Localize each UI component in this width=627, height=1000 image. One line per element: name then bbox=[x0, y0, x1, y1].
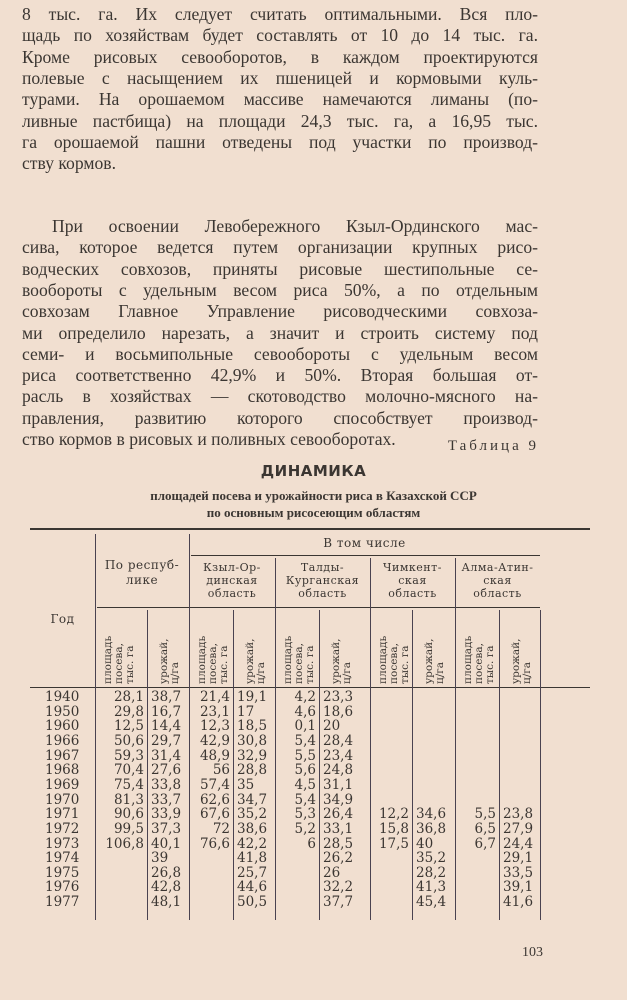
year-cell: 1968 bbox=[45, 762, 80, 779]
column-divider bbox=[319, 610, 320, 920]
value-cell: 19,1 bbox=[237, 689, 268, 705]
value-cell: 72 bbox=[212, 820, 230, 837]
column-divider bbox=[275, 558, 276, 920]
value-cell: 26,2 bbox=[323, 850, 354, 867]
area-subheader: площадь посева, тыс. га bbox=[282, 635, 316, 684]
year-cell: 1976 bbox=[45, 879, 80, 896]
text-line: га орошаемой пашни отведены под участки по производ- bbox=[22, 131, 538, 152]
text-line: водческих совхозов, приняты рисовые шестипольные се- bbox=[22, 258, 538, 279]
value-cell: 27,9 bbox=[503, 820, 534, 837]
table-title: ДИНАМИКА bbox=[260, 462, 367, 480]
text-line: сива, которое ведется путем организации крупных рисо- bbox=[22, 237, 538, 258]
value-cell: 34,6 bbox=[416, 806, 447, 823]
column-divider bbox=[95, 534, 96, 920]
data-table bbox=[30, 528, 590, 920]
value-cell: 41,3 bbox=[416, 879, 447, 896]
value-cell: 35,2 bbox=[237, 806, 268, 823]
column-divider bbox=[455, 558, 456, 920]
group-rule bbox=[191, 555, 540, 556]
value-cell: 41,8 bbox=[237, 850, 268, 867]
value-cell: 24,8 bbox=[323, 762, 354, 779]
value-cell: 5,5 bbox=[474, 806, 496, 823]
value-cell: 75,4 bbox=[113, 776, 144, 793]
value-cell: 56 bbox=[212, 762, 230, 779]
area-subheader: площадь посева, тыс. га bbox=[102, 635, 136, 684]
value-cell: 34,9 bbox=[323, 791, 354, 808]
year-cell: 1950 bbox=[45, 703, 80, 720]
value-cell: 5,3 bbox=[294, 806, 316, 823]
page-number: 103 bbox=[522, 945, 543, 960]
value-cell: 4,6 bbox=[294, 703, 316, 720]
value-cell: 45,4 bbox=[416, 894, 447, 911]
region-header: Талды- Курганская область bbox=[285, 561, 360, 600]
group-header: В том числе bbox=[323, 536, 406, 550]
text-line: семи- и восьмипольные севообороты с удельным весом bbox=[22, 343, 538, 364]
value-cell: 44,6 bbox=[237, 879, 268, 896]
value-cell: 34,7 bbox=[237, 791, 268, 808]
value-cell: 28,1 bbox=[113, 689, 144, 705]
text-line: турами. На орошаемом массиве намечаются лиманы (по- bbox=[22, 89, 538, 110]
value-cell: 31,1 bbox=[323, 776, 354, 793]
value-cell: 28,5 bbox=[323, 835, 354, 852]
text-line: ству кормов. bbox=[22, 153, 117, 174]
value-cell: 67,6 bbox=[199, 806, 230, 823]
column-divider bbox=[233, 610, 234, 920]
value-cell: 29,8 bbox=[113, 703, 144, 720]
value-cell: 33,8 bbox=[151, 776, 182, 793]
value-cell: 99,5 bbox=[113, 820, 144, 837]
value-cell: 32,2 bbox=[323, 879, 354, 896]
value-cell: 26 bbox=[323, 864, 341, 881]
value-cell: 29,1 bbox=[503, 850, 534, 867]
value-cell: 17 bbox=[237, 703, 255, 720]
value-cell: 15,8 bbox=[378, 820, 409, 837]
year-cell: 1975 bbox=[45, 864, 80, 881]
value-cell: 5,6 bbox=[294, 762, 316, 779]
value-cell: 48,9 bbox=[199, 747, 230, 764]
value-cell: 38,6 bbox=[237, 820, 268, 837]
value-cell: 28,8 bbox=[237, 762, 268, 779]
column-divider bbox=[499, 610, 500, 920]
year-cell: 1966 bbox=[45, 732, 80, 749]
text-line: риса соответственно 42,9% и 50%. Вторая большая от- bbox=[22, 365, 538, 386]
value-cell: 62,6 bbox=[199, 791, 230, 808]
year-cell: 1973 bbox=[45, 835, 80, 852]
value-cell: 35 bbox=[237, 776, 255, 793]
value-cell: 33,1 bbox=[323, 820, 354, 837]
text-line: правления, развитию которого способствует производ- bbox=[22, 407, 538, 428]
table-subtitle-1: площадей посева и урожайности риса в Казахской ССР bbox=[150, 488, 477, 503]
value-cell: 4,2 bbox=[294, 689, 316, 705]
yield-subheader: урожай, ц/га bbox=[244, 638, 267, 684]
value-cell: 39 bbox=[151, 850, 169, 867]
table-subtitle-2: по основным рисосеющим областям bbox=[206, 505, 421, 520]
value-cell: 37,3 bbox=[151, 820, 182, 837]
value-cell: 81,3 bbox=[113, 791, 144, 808]
table-number: Таблица 9 bbox=[447, 438, 539, 454]
year-header: Год bbox=[50, 612, 75, 626]
text-line: совхозам Главное Управление рисоводческими совхоза- bbox=[22, 301, 538, 322]
yield-subheader: урожай, ц/га bbox=[510, 638, 533, 684]
text-line: При освоении Левобережного Кзыл-Ординского мас- bbox=[52, 216, 538, 236]
value-cell: 6 bbox=[307, 835, 316, 852]
table-top-rule bbox=[30, 528, 590, 530]
area-subheader: площадь посева, тыс. га bbox=[196, 635, 230, 684]
year-cell: 1972 bbox=[45, 820, 80, 837]
value-cell: 16,7 bbox=[151, 703, 182, 720]
text-line: ство кормов в рисовых и поливных севооборотах. bbox=[22, 429, 396, 449]
value-cell: 14,4 bbox=[151, 718, 182, 735]
year-cell: 1970 bbox=[45, 791, 80, 808]
value-cell: 37,7 bbox=[323, 894, 354, 911]
value-cell: 33,9 bbox=[151, 806, 182, 823]
value-cell: 76,6 bbox=[199, 835, 230, 852]
value-cell: 42,8 bbox=[151, 879, 182, 896]
republic-header: По респуб- лике bbox=[104, 558, 180, 587]
region-header: Чимкент- ская область bbox=[383, 561, 442, 600]
year-cell: 1977 bbox=[45, 894, 80, 911]
value-cell: 0,1 bbox=[294, 718, 316, 735]
value-cell: 6,7 bbox=[474, 835, 496, 852]
region-header: Алма-Атин- ская область bbox=[461, 561, 534, 600]
value-cell: 5,5 bbox=[294, 747, 316, 764]
value-cell: 20 bbox=[323, 718, 341, 735]
column-divider bbox=[147, 610, 148, 920]
header-bottom-rule bbox=[30, 687, 590, 688]
text-line: Кроме рисовых севооборотов, в каждом проектируются bbox=[22, 46, 538, 67]
yield-subheader: урожай, ц/га bbox=[423, 638, 446, 684]
value-cell: 24,4 bbox=[503, 835, 534, 852]
value-cell: 29,7 bbox=[151, 732, 182, 749]
value-cell: 5,4 bbox=[294, 791, 316, 808]
column-divider bbox=[540, 610, 541, 920]
column-divider bbox=[370, 558, 371, 920]
value-cell: 40 bbox=[416, 835, 434, 852]
value-cell: 5,2 bbox=[294, 820, 316, 837]
value-cell: 28,2 bbox=[416, 864, 447, 881]
value-cell: 17,5 bbox=[378, 835, 409, 852]
value-cell: 28,4 bbox=[323, 732, 354, 749]
value-cell: 6,5 bbox=[474, 820, 496, 837]
text-line: расль в хозяйствах — скотоводство молочно-мясного на- bbox=[22, 386, 538, 407]
value-cell: 48,1 bbox=[151, 894, 182, 911]
value-cell: 21,4 bbox=[199, 689, 230, 705]
region-header: Кзыл-Ор- динская область bbox=[203, 561, 261, 600]
text-line: ливные пастбища) на площади 24,3 тыс. га, а 16,95 тыс. bbox=[22, 110, 538, 131]
year-cell: 1967 bbox=[45, 747, 80, 764]
text-line: вообороты с удельным весом риса 50%, а по отдельным bbox=[22, 279, 538, 300]
yield-subheader: урожай, ц/га bbox=[158, 638, 181, 684]
value-cell: 106,8 bbox=[105, 835, 144, 852]
value-cell: 42,2 bbox=[237, 835, 268, 852]
value-cell: 26,4 bbox=[323, 806, 354, 823]
value-cell: 23,8 bbox=[503, 806, 534, 823]
text-line: полевые с насыщением их пшеницей и кормовыми куль- bbox=[22, 67, 538, 88]
value-cell: 90,6 bbox=[113, 806, 144, 823]
value-cell: 12,2 bbox=[378, 806, 409, 823]
year-cell: 1969 bbox=[45, 776, 80, 793]
value-cell: 35,2 bbox=[416, 850, 447, 867]
value-cell: 33,7 bbox=[151, 791, 182, 808]
value-cell: 57,4 bbox=[199, 776, 230, 793]
value-cell: 32,9 bbox=[237, 747, 268, 764]
value-cell: 33,5 bbox=[503, 864, 534, 881]
yield-subheader: урожай, ц/га bbox=[330, 638, 353, 684]
subheader-rule bbox=[97, 607, 540, 608]
value-cell: 59,3 bbox=[113, 747, 144, 764]
value-cell: 5,4 bbox=[294, 732, 316, 749]
value-cell: 4,5 bbox=[294, 776, 316, 793]
value-cell: 27,6 bbox=[151, 762, 182, 779]
year-cell: 1971 bbox=[45, 806, 80, 823]
value-cell: 36,8 bbox=[416, 820, 447, 837]
year-cell: 1940 bbox=[45, 689, 80, 705]
column-divider bbox=[412, 610, 413, 920]
value-cell: 50,5 bbox=[237, 894, 268, 911]
year-cell: 1960 bbox=[45, 718, 80, 735]
value-cell: 38,7 bbox=[151, 689, 182, 705]
value-cell: 50,6 bbox=[113, 732, 144, 749]
text-line: 8 тыс. га. Их следует считать оптимальными. Вся пло- bbox=[22, 4, 538, 24]
value-cell: 23,4 bbox=[323, 747, 354, 764]
area-subheader: площадь посева, тыс. га bbox=[377, 635, 411, 684]
value-cell: 18,5 bbox=[237, 718, 268, 735]
value-cell: 23,3 bbox=[323, 689, 354, 705]
value-cell: 31,4 bbox=[151, 747, 182, 764]
value-cell: 39,1 bbox=[503, 879, 534, 896]
value-cell: 18,6 bbox=[323, 703, 354, 720]
value-cell: 12,3 bbox=[199, 718, 230, 735]
value-cell: 42,9 bbox=[199, 732, 230, 749]
value-cell: 23,1 bbox=[199, 703, 230, 720]
value-cell: 41,6 bbox=[503, 894, 534, 911]
text-line: ми определило нарезать, а значит и строить систему под bbox=[22, 322, 538, 343]
value-cell: 12,5 bbox=[113, 718, 144, 735]
value-cell: 70,4 bbox=[113, 762, 144, 779]
value-cell: 40,1 bbox=[151, 835, 182, 852]
value-cell: 26,8 bbox=[151, 864, 182, 881]
value-cell: 25,7 bbox=[237, 864, 268, 881]
text-line: щадь по хозяйствам будет составлять от 10 до 14 тыс. га. bbox=[22, 25, 538, 46]
value-cell: 30,8 bbox=[237, 732, 268, 749]
area-subheader: площадь посева, тыс. га bbox=[462, 635, 496, 684]
year-cell: 1974 bbox=[45, 850, 80, 867]
